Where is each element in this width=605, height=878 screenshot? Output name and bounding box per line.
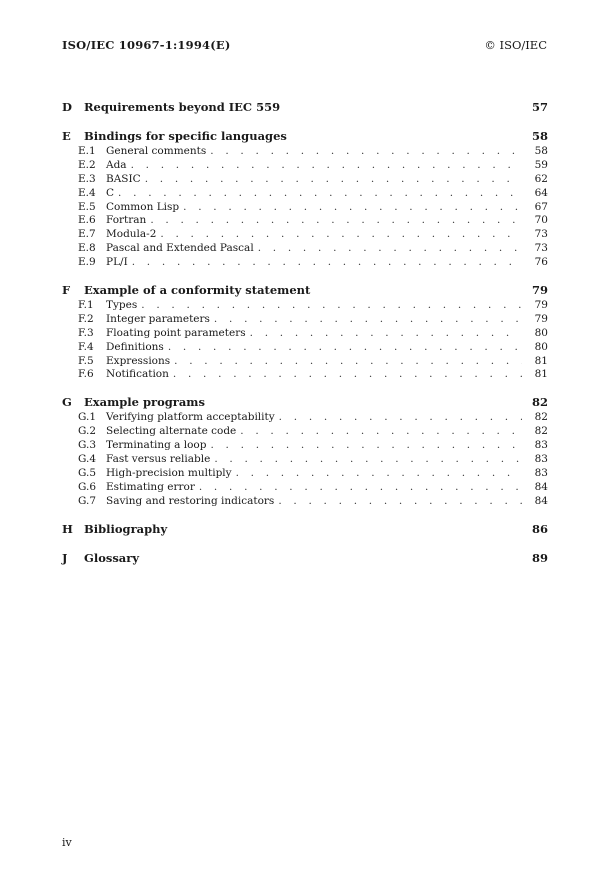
entry-number: G.2 bbox=[78, 425, 97, 438]
toc-entry[interactable] bbox=[62, 173, 548, 187]
entry-page-number: 80 bbox=[534, 326, 548, 339]
section-title: Example of a conformity statement bbox=[84, 283, 311, 298]
entry-number: F.2 bbox=[78, 312, 94, 325]
dot-leader bbox=[210, 145, 522, 157]
dot-leader bbox=[131, 159, 522, 171]
entry-title: Common Lisp bbox=[106, 200, 180, 213]
toc-entry[interactable] bbox=[62, 481, 548, 495]
dot-leader bbox=[145, 173, 522, 185]
section-page-number: 79 bbox=[531, 283, 548, 298]
toc-entry[interactable] bbox=[62, 313, 548, 327]
dot-leader bbox=[183, 201, 522, 213]
entry-page-number: 67 bbox=[534, 200, 548, 213]
section-page-number: 57 bbox=[531, 100, 548, 114]
toc-section bbox=[62, 283, 548, 382]
entry-number: E.9 bbox=[78, 256, 96, 269]
entry-number: F.6 bbox=[78, 368, 94, 381]
toc-entry[interactable] bbox=[62, 439, 548, 453]
dot-leader bbox=[258, 242, 522, 254]
dot-leader bbox=[210, 439, 522, 451]
entry-title: Ada bbox=[106, 158, 127, 171]
entry-title: Types bbox=[106, 299, 138, 312]
toc-entry[interactable] bbox=[62, 187, 548, 201]
entry-number: G.5 bbox=[78, 466, 97, 479]
dot-leader bbox=[150, 214, 522, 226]
entry-number: E.7 bbox=[78, 228, 96, 241]
entry-number: E.2 bbox=[78, 158, 96, 171]
section-title: Glossary bbox=[84, 550, 140, 565]
entry-page-number: 79 bbox=[534, 299, 548, 312]
toc-entry[interactable] bbox=[62, 327, 548, 341]
dot-leader bbox=[141, 299, 522, 311]
toc-entry[interactable] bbox=[62, 242, 548, 256]
entry-title: Estimating error bbox=[106, 480, 195, 493]
section-title: Bindings for specific languages bbox=[84, 129, 287, 143]
toc-entry[interactable] bbox=[62, 228, 548, 242]
entry-title: Fortran bbox=[106, 214, 147, 227]
entry-number: G.4 bbox=[78, 453, 97, 466]
document-id: ISO/IEC 10967-1:1994(E) bbox=[62, 38, 231, 52]
toc-entry[interactable] bbox=[62, 256, 548, 270]
entry-page-number: 59 bbox=[534, 158, 548, 171]
section-letter: D bbox=[62, 100, 72, 114]
dot-leader bbox=[214, 453, 522, 465]
section-letter: E bbox=[62, 129, 71, 143]
entry-number: E.1 bbox=[78, 145, 96, 157]
entry-page-number: 73 bbox=[534, 228, 548, 241]
entry-number: E.5 bbox=[78, 200, 96, 213]
section-page-number: 86 bbox=[531, 521, 548, 536]
entry-page-number: 58 bbox=[534, 145, 548, 157]
toc-entry[interactable] bbox=[62, 201, 548, 215]
entry-page-number: 84 bbox=[534, 494, 548, 507]
toc-entry[interactable] bbox=[62, 159, 548, 173]
toc-entry[interactable] bbox=[62, 214, 548, 228]
section-letter: F bbox=[62, 283, 71, 298]
entry-title: Saving and restoring indicators bbox=[106, 494, 275, 507]
entry-title: Selecting alternate code bbox=[106, 425, 237, 438]
dot-leader bbox=[174, 355, 522, 367]
section-heading[interactable] bbox=[62, 395, 548, 411]
entry-page-number: 83 bbox=[534, 453, 548, 466]
toc-entry[interactable] bbox=[62, 453, 548, 467]
section-page-number: 89 bbox=[531, 550, 548, 565]
toc-entry[interactable] bbox=[62, 341, 548, 355]
copyright-notice: © ISO/IEC bbox=[484, 38, 547, 52]
dot-leader bbox=[173, 368, 522, 380]
entry-title: Pascal and Extended Pascal bbox=[106, 242, 254, 255]
entry-number: E.4 bbox=[78, 186, 96, 199]
entry-page-number: 83 bbox=[534, 439, 548, 452]
entry-title: Expressions bbox=[106, 354, 171, 367]
section-letter: J bbox=[62, 550, 68, 565]
section-letter: H bbox=[62, 521, 73, 536]
entry-number: G.3 bbox=[78, 439, 97, 452]
section-letter: G bbox=[62, 395, 72, 410]
toc-entry[interactable] bbox=[62, 425, 548, 439]
toc-entry[interactable] bbox=[62, 411, 548, 425]
entry-page-number: 81 bbox=[534, 368, 548, 381]
entry-number: F.5 bbox=[78, 354, 94, 367]
entry-page-number: 79 bbox=[534, 312, 548, 325]
entry-title: Floating point parameters bbox=[106, 326, 246, 339]
entry-number: F.4 bbox=[78, 340, 94, 353]
page-number: iv bbox=[62, 836, 72, 849]
entry-title: PL/I bbox=[106, 256, 128, 269]
toc-entry[interactable] bbox=[62, 495, 548, 509]
entry-title: High-precision multiply bbox=[106, 466, 232, 479]
entry-page-number: 76 bbox=[534, 256, 548, 269]
dot-leader bbox=[168, 341, 522, 353]
toc-section bbox=[62, 522, 548, 538]
entry-page-number: 82 bbox=[534, 425, 548, 438]
entry-page-number: 70 bbox=[534, 214, 548, 227]
entry-title: General comments bbox=[106, 145, 207, 157]
entry-number: E.8 bbox=[78, 242, 96, 255]
entry-page-number: 84 bbox=[534, 480, 548, 493]
entry-number: E.6 bbox=[78, 214, 96, 227]
entry-title: Notification bbox=[106, 368, 169, 381]
entry-page-number: 80 bbox=[534, 340, 548, 353]
section-heading[interactable] bbox=[62, 522, 548, 538]
toc-section bbox=[62, 551, 548, 567]
entry-title: C bbox=[106, 186, 115, 199]
dot-leader bbox=[214, 313, 522, 325]
dot-leader bbox=[279, 411, 522, 423]
table-of-contents bbox=[62, 100, 548, 580]
dot-leader bbox=[132, 256, 522, 268]
toc-section bbox=[62, 100, 548, 116]
entry-number: G.6 bbox=[78, 480, 97, 493]
dot-leader bbox=[278, 495, 522, 507]
entry-title: Terminating a loop bbox=[106, 439, 207, 452]
entry-title: Verifying platform acceptability bbox=[106, 411, 275, 424]
entry-number: G.7 bbox=[78, 494, 97, 507]
section-heading[interactable] bbox=[62, 100, 548, 116]
section-page-number: 58 bbox=[531, 129, 548, 143]
section-heading[interactable] bbox=[62, 551, 548, 567]
dot-leader bbox=[199, 481, 522, 493]
dot-leader bbox=[236, 467, 522, 479]
dot-leader bbox=[240, 425, 522, 437]
entry-number: F.3 bbox=[78, 326, 94, 339]
entry-page-number: 82 bbox=[534, 411, 548, 424]
entry-page-number: 83 bbox=[534, 466, 548, 479]
toc-entry[interactable] bbox=[62, 355, 548, 369]
section-page-number: 82 bbox=[531, 395, 548, 410]
dot-leader bbox=[160, 228, 522, 240]
toc-entry[interactable] bbox=[62, 368, 548, 382]
dot-leader bbox=[250, 327, 522, 339]
section-title: Bibliography bbox=[84, 521, 168, 536]
entry-page-number: 62 bbox=[534, 172, 548, 185]
toc-entry[interactable] bbox=[62, 145, 548, 159]
entry-number: G.1 bbox=[78, 411, 97, 424]
toc-entry[interactable] bbox=[62, 467, 548, 481]
entry-page-number: 81 bbox=[534, 354, 548, 367]
entry-page-number: 73 bbox=[534, 242, 548, 255]
toc-entry[interactable] bbox=[62, 299, 548, 313]
entry-page-number: 64 bbox=[534, 186, 548, 199]
toc-section bbox=[62, 395, 548, 508]
section-title: Requirements beyond IEC 559 bbox=[84, 100, 281, 114]
dot-leader bbox=[118, 187, 522, 199]
entry-title: Integer parameters bbox=[106, 312, 210, 325]
section-heading[interactable] bbox=[62, 283, 548, 299]
toc-section bbox=[62, 129, 548, 270]
entry-title: Modula-2 bbox=[106, 228, 157, 241]
entry-title: BASIC bbox=[106, 172, 141, 185]
section-title: Example programs bbox=[84, 395, 205, 410]
entry-number: F.1 bbox=[78, 299, 94, 312]
entry-number: E.3 bbox=[78, 172, 96, 185]
section-heading[interactable] bbox=[62, 129, 548, 145]
entry-title: Fast versus reliable bbox=[106, 453, 211, 466]
entry-title: Definitions bbox=[106, 340, 164, 353]
